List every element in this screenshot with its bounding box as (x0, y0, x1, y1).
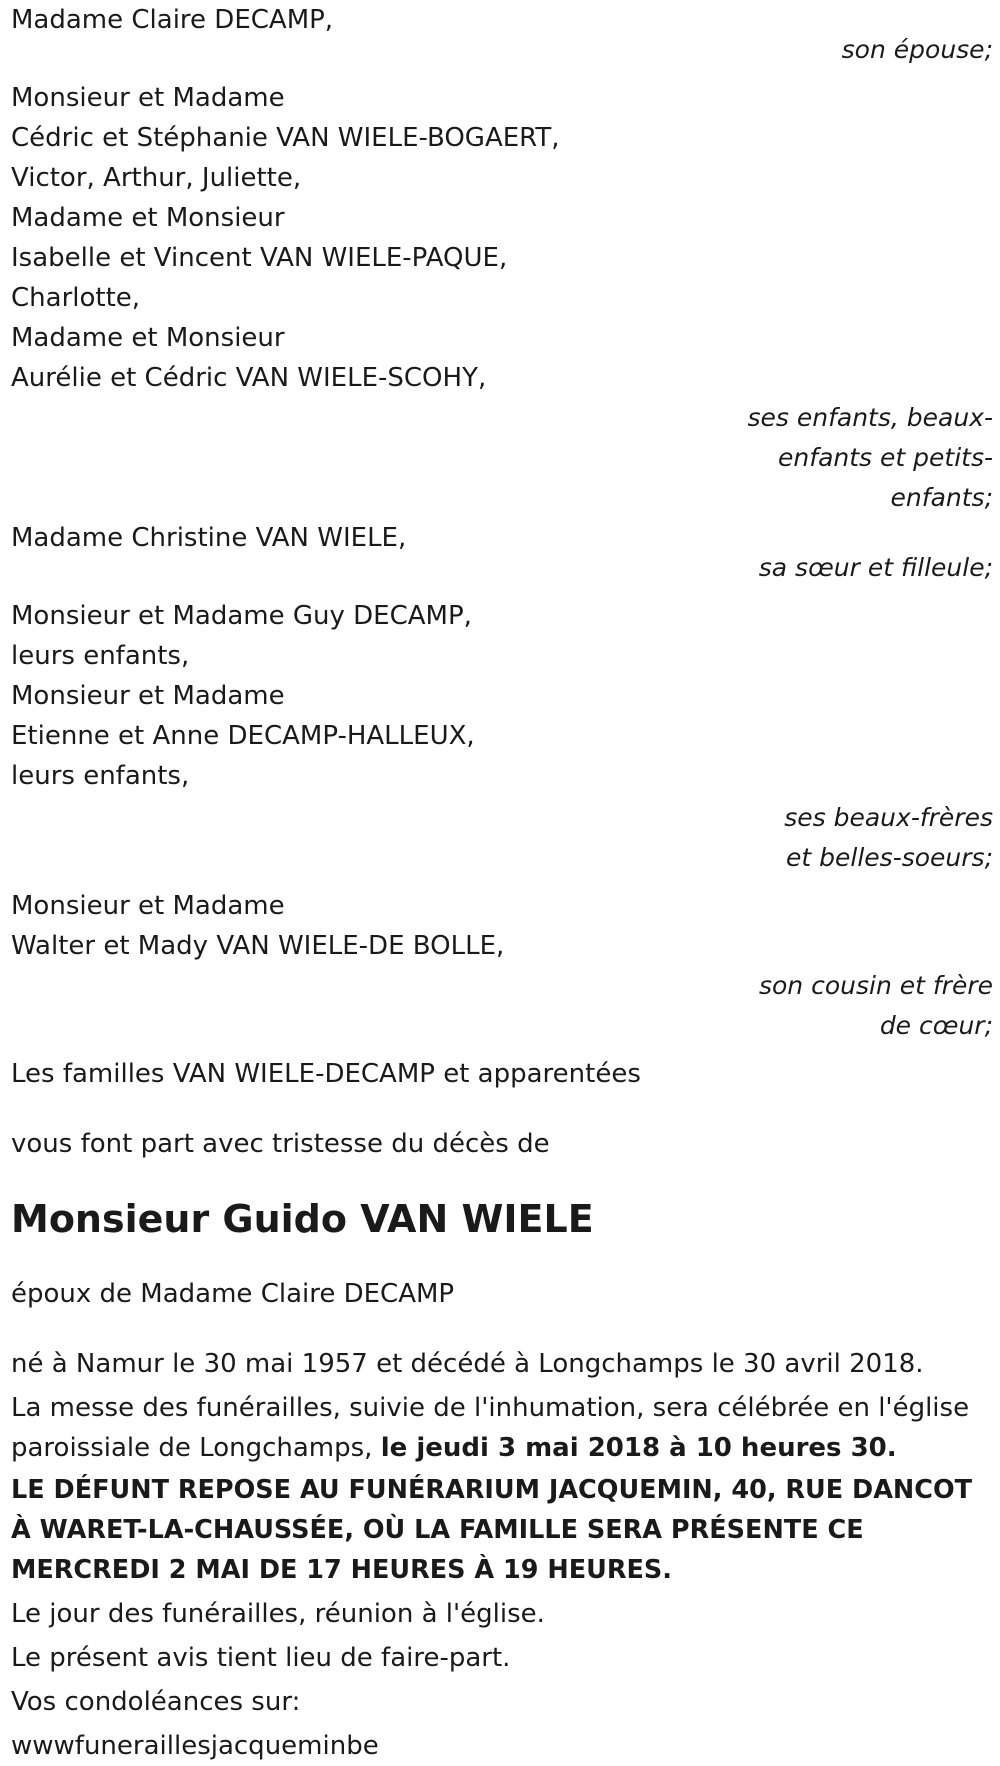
family-line: Etienne et Anne DECAMP-HALLEUX, (11, 721, 475, 751)
funeral-mass-paragraph (11, 1388, 991, 1468)
relationship-label: son épouse; (841, 35, 993, 64)
relationship-label: ses enfants, beaux-enfants et petits-enfants; (747, 403, 993, 512)
repose-notice: LE DÉFUNT REPOSE AU FUNÉRARIUM JACQUEMIN, 40, RUE DANCOT À WARET-LA-CHAUSSÉE, OÙ LA FAMILLE SERA PRÉSENTE CE MERCREDI 2 MAI DE 17 HEURES À 19 HEURES. (11, 1475, 973, 1585)
family-line: Aurélie et Cédric VAN WIELE-SCOHY, (11, 363, 487, 393)
announcement-line: vous font part avec tristesse du décès de (11, 1129, 550, 1159)
family-line: Madame et Monsieur (11, 323, 285, 353)
spouse-line: époux de Madame Claire DECAMP (11, 1279, 455, 1309)
condolences-label: Vos condoléances sur: (11, 1687, 301, 1717)
family-line: Isabelle et Vincent VAN WIELE-PAQUE, (11, 243, 508, 273)
meeting-line: Le jour des funérailles, réunion à l'église. (11, 1599, 545, 1629)
relationship-label: son cousin et frère de cœur; (758, 971, 993, 1040)
family-line: Monsieur et Madame Guy DECAMP, (11, 601, 472, 631)
family-line: Charlotte, (11, 283, 141, 313)
family-line: Madame Claire DECAMP, (11, 5, 334, 35)
notice-line: Le présent avis tient lieu de faire-part. (11, 1643, 511, 1673)
obituary-notice (11, 0, 993, 1766)
website-link[interactable]: wwwfuneraillesjacqueminbe (11, 1731, 379, 1761)
mass-text: La messe des funérailles, suivie de l'inhumation, sera célébrée en l'église paroissiale de Longchamps, (11, 1393, 970, 1463)
family-line: Madame et Monsieur (11, 203, 285, 233)
family-line: Victor, Arthur, Juliette, (11, 163, 302, 193)
families-line: Les familles VAN WIELE-DECAMP et apparentées (11, 1059, 641, 1089)
family-line: Madame Christine VAN WIELE, (11, 523, 407, 553)
family-line: leurs enfants, (11, 641, 190, 671)
family-line: Walter et Mady VAN WIELE-DE BOLLE, (11, 931, 505, 961)
family-line: Monsieur et Madame (11, 681, 285, 711)
relationship-label: ses beaux-frères et belles-soeurs; (784, 803, 993, 872)
birth-death-line: né à Namur le 30 mai 1957 et décédé à Longchamps le 30 avril 2018. (11, 1349, 924, 1379)
family-line: Monsieur et Madame (11, 83, 285, 113)
family-line: Cédric et Stéphanie VAN WIELE-BOGAERT, (11, 123, 560, 153)
family-line: leurs enfants, (11, 761, 190, 791)
mass-date: le jeudi 3 mai 2018 à 10 heures 30. (380, 1433, 897, 1463)
relationship-label: sa sœur et filleule; (758, 553, 993, 582)
deceased-name: Monsieur Guido VAN WIELE (11, 1197, 594, 1241)
family-line: Monsieur et Madame (11, 891, 285, 921)
